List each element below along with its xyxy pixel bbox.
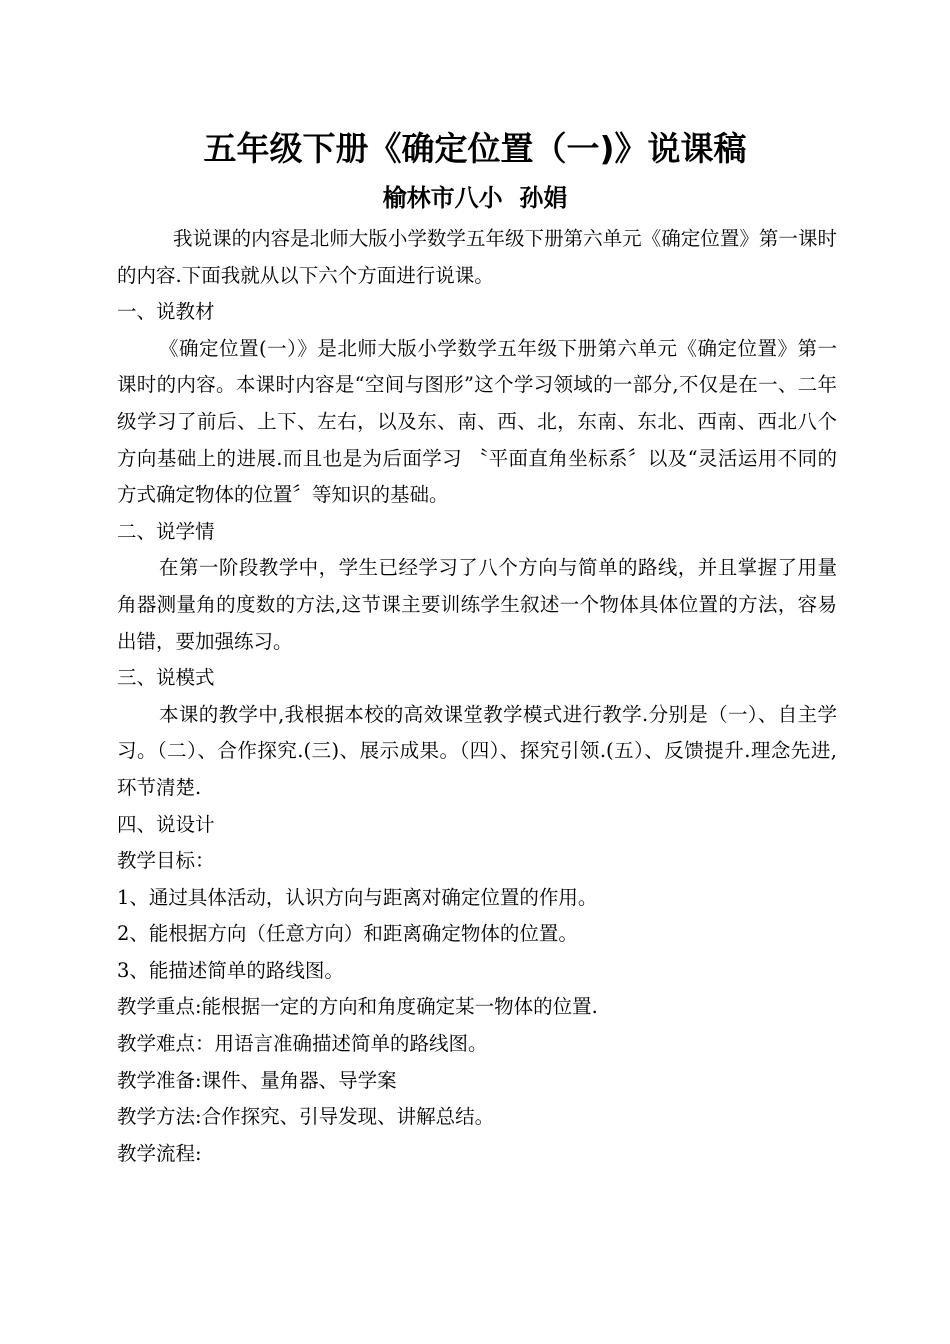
section-text-students: 在第一阶段教学中，学生已经学习了八个方向与简单的路线，并且掌握了用量角器测量角的度数的方法,这节课主要训练学生叙述一个物体具体位置的方法，容易出错，要加强练习。	[117, 556, 837, 653]
section-heading-students: 二、说学情	[117, 519, 215, 543]
section-heading-textbook: 一、说教材	[117, 300, 215, 324]
document-title: 五年级下册《确定位置（一)》说课稿	[203, 129, 747, 168]
process-line: 教学流程:	[117, 1141, 202, 1165]
key-point-line: 教学重点:能根据一定的方向和角度确定某一物体的位置.	[117, 995, 598, 1019]
difficulty-line: 教学难点：用语言准确描述简单的路线图。	[117, 1032, 488, 1056]
preparation-line: 教学准备:课件、量角器、导学案	[117, 1068, 397, 1092]
section-heading-design: 四、说设计	[117, 812, 215, 836]
intro-paragraph: 我说课的内容是北师大版小学数学五年级下册第六单元《确定位置》第一课时的内容.下面我就从以下六个方面进行说课。	[117, 227, 837, 287]
goal-item: 2、能根据方向（任意方向）和距离确定物体的位置。	[117, 922, 578, 946]
method-line: 教学方法:合作探究、引导发现、讲解总结。	[117, 1105, 495, 1129]
goals-label: 教学目标：	[117, 849, 215, 873]
section-text-textbook: 《确定位置(一）》是北师大版小学数学五年级下册第六单元《确定位置》第一课时的内容。本课时内容是“空间与图形”这个学习领域的一部分,不仅是在一、二年级学习了前后、上下、左右，以及东、南、西、北，东南、东北、西南、西北八个方向基础上的进展.而且也是为后面学习 〝平面直角坐标系〞以及“灵活运用不同的方式确定物体的位置〞等知识的基础。	[117, 336, 837, 507]
goal-item: 3、能描述简单的路线图。	[117, 958, 344, 982]
document-body	[117, 221, 837, 1172]
section-heading-mode: 三、说模式	[117, 666, 215, 690]
author-line: 榆林市八小 孙娟	[382, 184, 568, 212]
goal-item: 1、通过具体活动，认识方向与距离对确定位置的作用。	[117, 885, 598, 909]
section-text-mode: 本课的教学中,我根据本校的高效课堂教学模式进行教学.分别是（一）、自主学习。（二）、合作探究.(三)、展示成果。（四）、探究引领.(五）、反馈提升.理念先进,环节清楚.	[117, 702, 837, 799]
